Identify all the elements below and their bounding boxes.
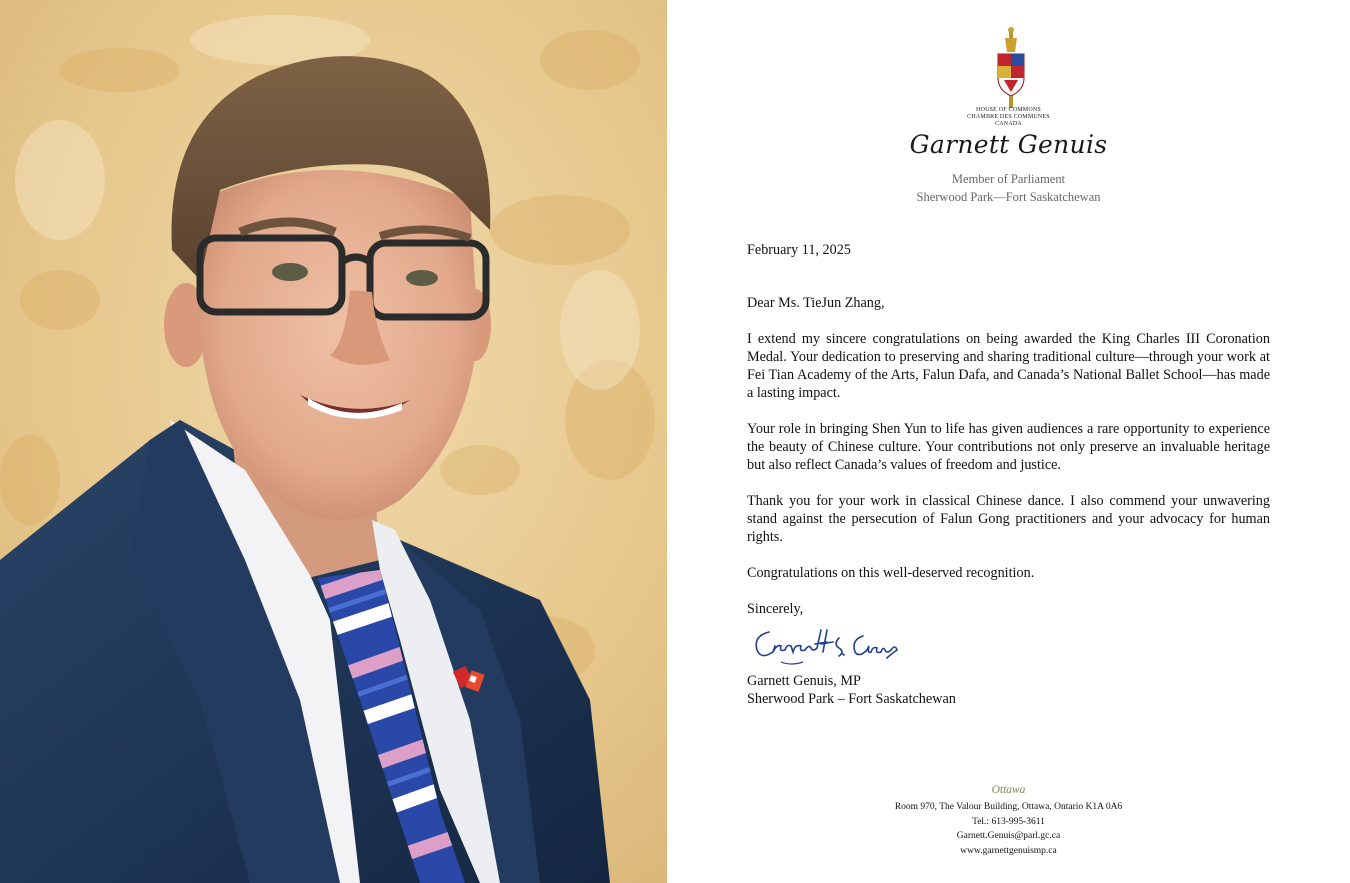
portrait-illustration <box>0 0 667 883</box>
house-line-3: CANADA <box>995 121 1022 127</box>
letter-date: February 11, 2025 <box>747 242 851 258</box>
house-line-2: CHAMBRE DES COMMUNES <box>967 114 1050 120</box>
letter-paragraph-1: I extend my sincere congratulations on being awarded the King Charles III Coronation Medal. Your dedication to preserving and sharing traditional culture—through your work at Fei Tian Academy of the Arts, Falun Dafa, and Canada’s National Ballet School—has made a lasting impact. <box>747 331 1270 401</box>
footer-email: Garnett.Genuis@parl.gc.ca <box>956 831 1061 841</box>
letter-salutation: Dear Ms. TieJun Zhang, <box>747 295 885 311</box>
signer-riding: Sherwood Park – Fort Saskatchewan <box>747 691 956 707</box>
footer-website: www.garnettgenuismp.ca <box>960 846 1057 856</box>
signer-name: Garnett Genuis, MP <box>747 673 861 689</box>
footer-address: Room 970, The Valour Building, Ottawa, Ontario K1A 0A6 <box>894 802 1123 812</box>
letter-paragraph-3: Thank you for your work in classical Chinese dance. I also commend your unwavering stand against the persecution of Falun Gong practitioners and your advocacy for human rights. <box>747 493 1270 545</box>
mp-title: Member of Parliament <box>951 172 1066 186</box>
house-line-1: HOUSE OF COMMONS <box>976 107 1041 113</box>
house-of-commons-crest-icon <box>994 26 1028 110</box>
footer-city: Ottawa <box>991 784 1026 796</box>
letter-closing: Sincerely, <box>747 601 804 617</box>
mp-riding: Sherwood Park—Fort Saskatchewan <box>916 190 1101 204</box>
mp-name: Garnett Genuis <box>909 130 1108 159</box>
letter-paragraph-2: Your role in bringing Shen Yun to life has given audiences a rare opportunity to experience the beauty of Chinese culture. Your contributions not only preserve an invaluable heritage but also reflect Canada’s values of freedom and justice. <box>747 421 1270 473</box>
portrait-photo <box>0 0 667 883</box>
letter-paragraph-4: Congratulations on this well-deserved recognition. <box>747 565 1035 581</box>
letter-panel <box>667 0 1350 883</box>
footer-phone: Tel.: 613-995-3611 <box>972 817 1045 827</box>
handwritten-signature <box>751 622 901 666</box>
